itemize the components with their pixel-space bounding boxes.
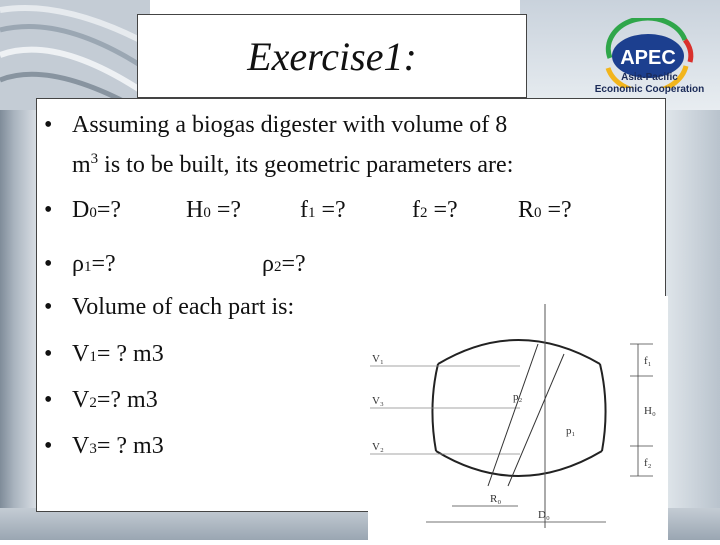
label-r0: R₀ [490,493,502,505]
apec-badge-text: APEC [620,47,676,69]
radius-p1-line [508,354,564,486]
bullet-text-line1: Assuming a biogas digester with volume of 8 [72,112,508,138]
radius-p2-line [488,344,538,486]
param-d0: D0=? [72,197,122,223]
param-h0: H0 =? [186,197,242,223]
bullet-text-line2: $m^3$ is to be built, its geometric parameters are: [72,151,514,178]
label-f2: f₂ [644,457,652,469]
label-h0: H₀ [644,405,656,417]
apec-org-name [592,72,707,96]
bullet-dot: • [44,197,53,223]
dome-top-arc [438,340,600,364]
label-p2: p₂ [513,391,523,403]
param-rho2: ρ2=? [262,251,306,277]
bullet-dot: • [44,294,53,320]
background-swirl-decoration [0,0,150,110]
slide-title: Exercise1: [247,34,417,79]
dome-bottom-arc [436,451,602,476]
param-f1: f1 =? [300,197,346,223]
title-frame [137,14,527,98]
volume-v2: V2=? m3 [72,387,158,413]
wall-left [432,364,438,451]
bullet-dot: • [44,341,53,367]
bullet-dot: • [44,433,53,459]
param-rho1: ρ1=? [72,251,116,277]
apec-logo [590,18,705,100]
digester-diagram-svg [368,296,668,540]
apec-org-line1: Asia-Pacific [621,72,678,83]
label-v3: V₃ [372,395,384,407]
apec-org-line2: Economic Cooperation [594,84,705,95]
bullet-dot: • [44,112,53,138]
background-right-panel [666,110,720,540]
volume-v1: V1= ? m3 [72,341,164,367]
param-f2: f2 =? [412,197,458,223]
bullet-text: Volume of each part is: [72,294,295,320]
wall-right [600,364,606,451]
bullet-dot: • [44,387,53,413]
bullet-dot: • [44,251,53,277]
volume-v3: V3= ? m3 [72,433,164,459]
label-p1: p₁ [566,425,576,437]
param-r0: R0 =? [518,197,572,223]
label-d0: D₀ [538,509,550,521]
label-v2: V₂ [372,441,384,453]
label-v1: V₁ [372,353,384,365]
digester-cross-section-diagram [368,296,668,540]
label-f1: f₁ [644,355,652,367]
